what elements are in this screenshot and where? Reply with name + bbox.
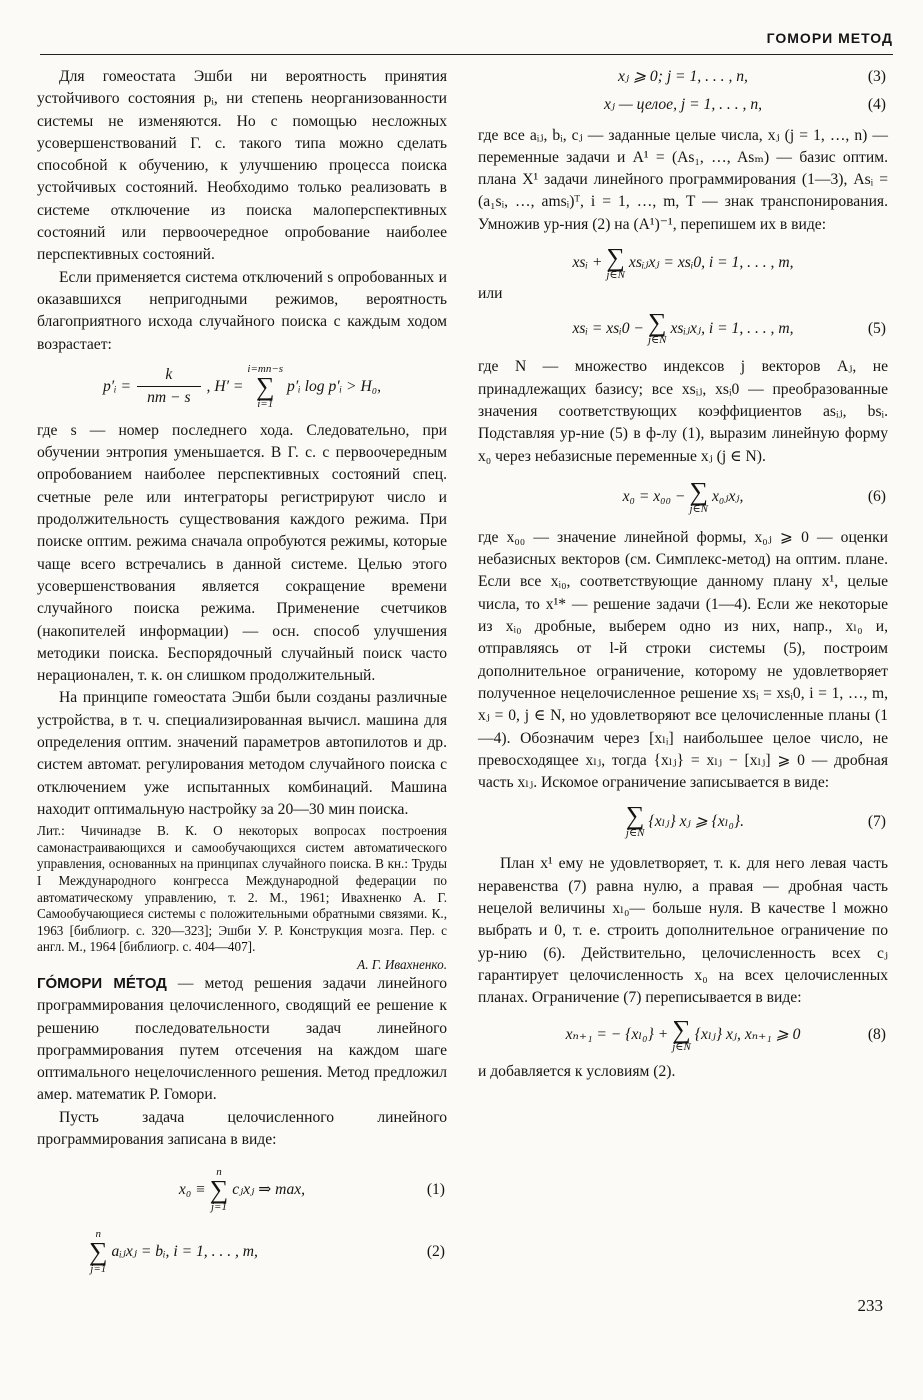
page-number: 233 — [857, 1296, 883, 1315]
sum-sign: ∑ j∈N — [606, 243, 625, 282]
article-term: ГÓМОРИ МÉТОД — [37, 974, 167, 992]
paragraph: и добавляется к условиям (2). — [478, 1062, 676, 1080]
left-column — [37, 66, 447, 1283]
equation-number: (2) — [426, 1243, 445, 1261]
equation-basis-form: xsᵢ + ∑ j∈N xsᵢⱼxⱼ = xsᵢ0, i = 1, . . . , m, — [572, 243, 794, 282]
equation-4: xⱼ — целое, j = 1, . . . , n, (4) — [478, 94, 888, 116]
equation-number: (8) — [867, 1025, 886, 1043]
equation-number: (4) — [867, 96, 886, 114]
literature-references: Лит.: Чичинадзе В. К. О некоторых вопросах построения самонастраивающихся и самообучающихся систем автоматического управления, основанных на принципах случайного поиска. В кн.: Труды I Международного конгресса Международной федерации по автоматическому управлению, т. 2. М., 1961; Ивахненко А. Г. Самообучающиеся системы с положительными обратными связями. К., 1963 [библиогр. с. 320—323]; Эшби У. Р. Конструкция мозга. Пер. с англ. М., 1964 [библиогр. с. 404—407]. — [37, 823, 447, 955]
sum-sign: ∑ j∈N — [647, 308, 667, 347]
paragraph: где s — номер последнего хода. Следовательно, при обучении энтропия уменьшается. В Г. с. с первоочередным опробованием наиболее перспективных состояний спец. счетные реле или интеграторы регистрируют число и продолжительность существования каждого режима. При поиске оптим. режима сначала опробуются режимы, которые чаще всего встречались в данной системе. Целью этого усовершенствования является сокращение времени случайного поиска режима. Применение счетчиков (накопителей информации) — осн. способ улучшения методики поиска. Беспорядочный случайный поиск часто нерационален, т. к. он слишком продолжительный. — [37, 421, 447, 685]
article-gomory-method: ГÓМОРИ МÉТОД — метод решения задачи линейного программирования целочисленного, сводящий ее решение к решению последовательности задач линейного программирования путем отсечения на каждом шаге оптимального нецелочисленного решения. Метод предложил амер. математик Р. Гомори. — [37, 974, 447, 1104]
paragraph: План x¹ ему не удовлетворяет, т. к. для него левая часть неравенства (7) равна нулю, а правая — дробная часть нецелой величины xₗ₀— больше нуля. В качестве l можно выбрать и 0, т. е. строить дополнительное ограничение по ур-нию (6). Действительно, целочисленность всех cⱼ гарантирует целочисленность x₀ на всех целочисленных планах. Ограничение (7) переписывается в виде: — [478, 855, 888, 1007]
equation-6: x₀ = x₀₀ − ∑ j∈N x₀ⱼxⱼ, (6) — [622, 476, 886, 515]
equation-number: (3) — [867, 68, 886, 85]
equation-8: xₙ₊₁ = − {xₗ₀} + ∑ j∈N {xₗⱼ} xⱼ, xₙ₊₁ ⩾ 0 (8) — [565, 1014, 886, 1053]
paragraph: Если применяется система отключений s опробованных и оказавшихся непригодными режимов, вероятность благоприятного исхода случайного поиска с каждым ходом возрастает: — [37, 268, 447, 353]
paragraph: где x₀₀ — значение линейной формы, x₀ⱼ ⩾ 0 — оценки небазисных векторов (см. Симплекс-метод) на оптим. плане. Если все xᵢ₀, соответствующие данному плану x¹, целые числа, то x¹* — решение задачи (1—4). Если же некоторые из xᵢ₀ дробные, выберем одно из них, напр., xₗ₀ и, отправляясь от l-й строки системы (5), построим дополнительное ограничение, которому не удовлетворяет полученное нецелочисленное решение xsᵢ = xsᵢ0, i = 1, …, m, xⱼ = 0, j ∈ N, но удовлетворяют все целочисленные планы (1—4). Обозначим через [xₗᵢ] наибольшее целое число, не превосходящее xₗⱼ, тогда {xₗⱼ} = xₗⱼ − [xₗⱼ] ⩾ 0 — дробная часть xₗⱼ. Искомое ограничение записывается в виде: — [478, 528, 888, 792]
sum-sign: i=mn−s ∑ i=1 — [247, 362, 284, 410]
paragraph: где N — множество индексов j векторов Aⱼ, не принадлежащих базису; все xsᵢⱼ, xsᵢ0 — преобразованные значения соответствующих коэффициентов asᵢⱼ, bsᵢ. Подставляя ур-ние (5) в ф-лу (1), выразим линейную форму x₀ через небазисные переменные xⱼ (j ∈ N). — [478, 358, 888, 465]
equation-1: x₀ ≡ n ∑ j=1 cⱼxⱼ ⇒ max, (1) — [178, 1166, 445, 1214]
paragraph: На принципе гомеостата Эшби были созданы различные устройства, в т. ч. специализированная вычисл. машина для определения оптим. значений параметров автопилотов и др. систем автомат. регулирования методом случайного поиска с отключением уже испытанных комбинаций. Машина находит оптимальную настройку за 20—30 мин поиска. — [37, 689, 447, 818]
paragraph: где все aᵢⱼ, bᵢ, cⱼ — заданные целые числа, xⱼ (j = 1, …, n) — переменные задачи и A¹ = (As₁, …, Asₘ) — базис оптим. плана X¹ задачи линейного программирования (1—3), Asᵢ = (a₁sᵢ, …, amsᵢ)ᵀ, i = 1, …, m, T — знак транспонирования. Умножив ур-ния (2) на (A¹)⁻¹, перепишем их в виде: — [478, 126, 888, 233]
equation-3: xⱼ ⩾ 0; j = 1, . . . , n, (3) — [478, 66, 888, 88]
paragraph: или — [478, 285, 503, 303]
equation-2: n ∑ j=1 aᵢⱼxⱼ = bᵢ, i = 1, . . . , m, (2) — [89, 1228, 445, 1276]
equation-number: (1) — [426, 1181, 445, 1199]
sum-sign: ∑ j∈N — [625, 801, 645, 840]
equation-7: ∑ j∈N {xₗⱼ} xⱼ ⩾ {xₗ₀}. (7) — [625, 801, 886, 840]
equation-number: (7) — [867, 812, 886, 830]
equation-number: (6) — [867, 488, 886, 506]
sum-sign: ∑ j∈N — [689, 476, 708, 515]
running-header-title: ГОМОРИ МЕТОД — [766, 30, 893, 46]
running-header — [40, 28, 893, 55]
paragraph: Пусть задача целочисленного линейного программирования записана в виде: — [37, 1108, 447, 1149]
paragraph: Для гомеостата Эшби ни вероятность принятия устойчивого состояния pᵢ, ни степень неорганизованности системы не изменяются. Но с помощью несложных усовершенствований Г. с. такого типа можно сделать способной к обучению, к улучшению процесса поиска устойчивых состояний. Необходимо только реализовать в системе отключение из поиска малоперспективных состояний или первоочередное опробование наиболее перспективных состояний. — [37, 68, 447, 264]
sum-sign: n ∑ j=1 — [209, 1166, 229, 1214]
sum-sign: n ∑ j=1 — [89, 1228, 108, 1276]
equation-5: xsᵢ = xsᵢ0 − ∑ j∈N xsᵢⱼxⱼ, i = 1, . . . , m, (5) — [572, 308, 886, 347]
equation-probability: p′ᵢ = $\frac{k}{nm - s}$ , H′ = i=mn−s ∑ i=1 p′ᵢ log p′ᵢ > H₀, — [102, 362, 382, 410]
sum-sign: ∑ j∈N — [672, 1014, 691, 1053]
right-column — [478, 66, 888, 1083]
equation-number: (5) — [867, 319, 886, 337]
article-author: А. Г. Ивахненко. — [357, 956, 447, 972]
